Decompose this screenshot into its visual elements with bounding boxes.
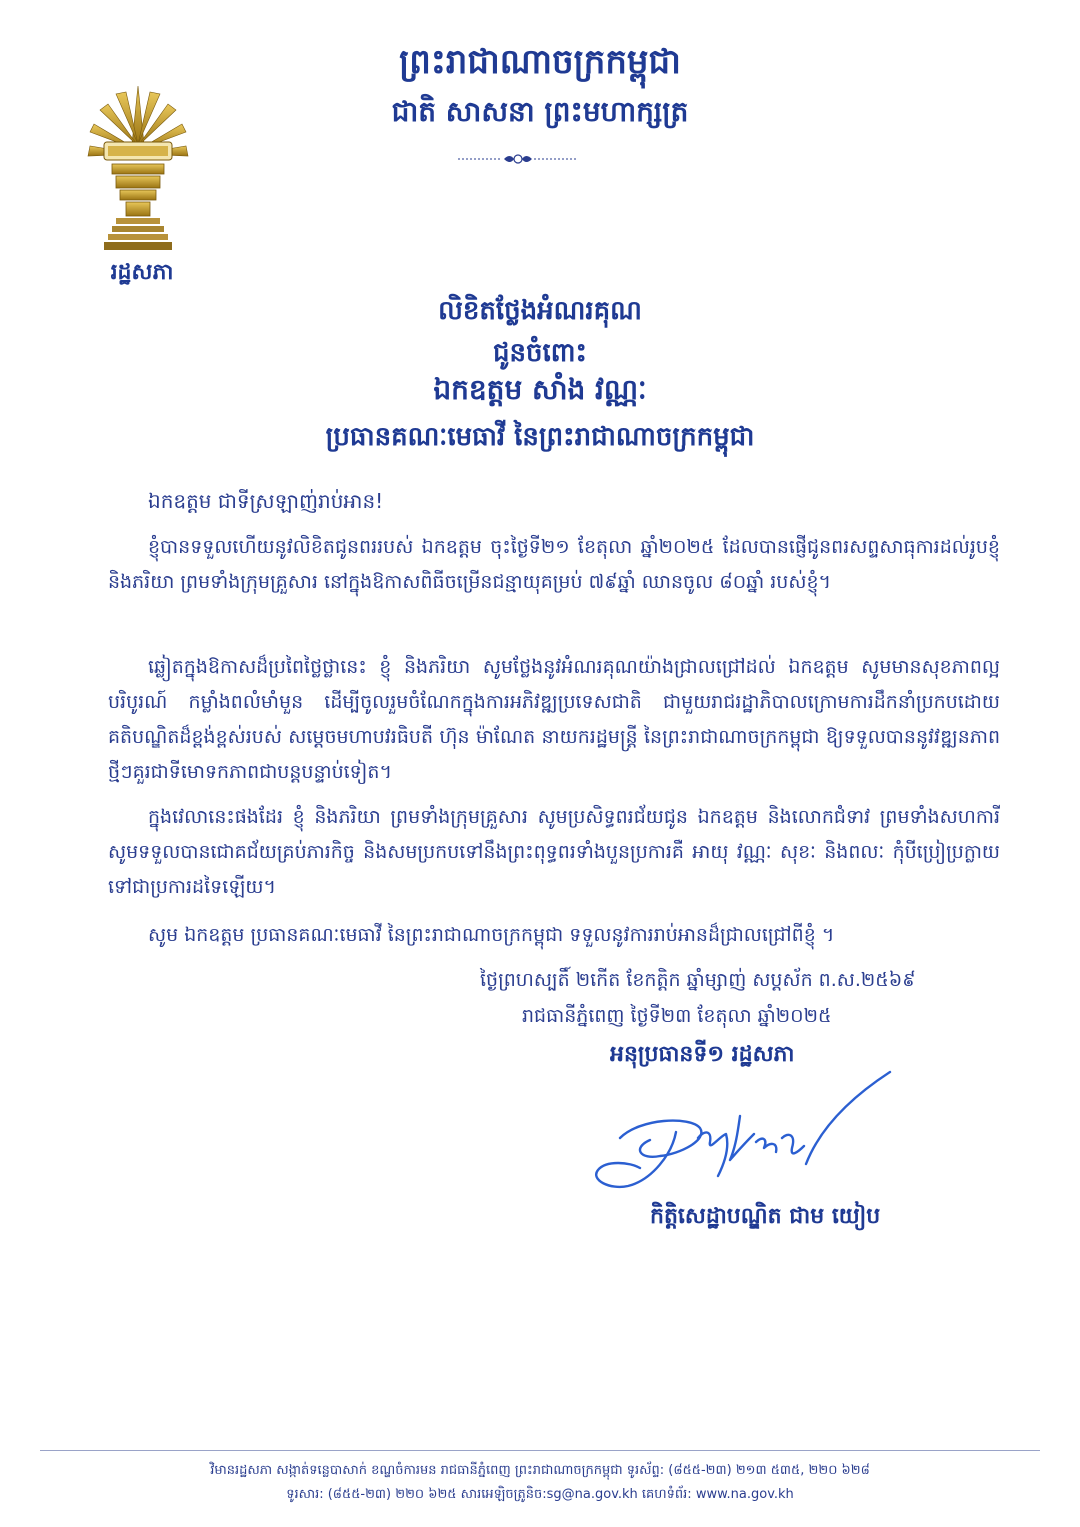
letter-addressed-to: ជូនចំពោះ (493, 338, 587, 368)
signer-name: កិត្តិសេដ្ឋាបណ្ឌិត ជាម យៀប (650, 1204, 881, 1229)
recipient-title: ប្រធានគណៈមេធាវី នៃព្រះរាជាណាចក្រកម្ពុជា (325, 422, 755, 452)
letter-subject: លិខិតថ្លែងអំណរគុណ (438, 296, 642, 326)
signer-title: អនុប្រធានទី១ រដ្ឋសភា (610, 1042, 795, 1067)
footer-contact: ទូរសារ: (៨៥៥-២៣) ២២០ ៦២៥ សារអេឡិចត្រូនិច:sg@na.gov.kh គេហទំព័រ: www.na.gov.kh (286, 1487, 794, 1502)
footer-divider (40, 1450, 1040, 1451)
lunar-date: ថ្ងៃព្រហស្បតិ៍ ២កើត ខែកត្តិក ឆ្នាំម្សាញ់ សប្តស័ក ព.ស.២៥៦៩ (480, 969, 916, 991)
emblem-caption: រដ្ឋសភា (110, 260, 174, 285)
divider-ornament-icon (458, 150, 578, 168)
recipient-name: ឯកឧត្តម សាំង វណ្ណៈ (433, 373, 647, 406)
footer-address: វិមានរដ្ឋសភា សង្កាត់ទន្លេបាសាក់ ខណ្ឌចំការមន រាជធានីភ្នំពេញ ព្រះរាជាណាចក្រកម្ពុជា ទូរស័ព្ទ: (៨៥៥-២៣) ២១៣ ៥៣៥, ២២០ ៦២៨ (210, 1463, 870, 1478)
solar-date: រាជធានីភ្នំពេញ ថ្ងៃទី២៣ ខែតុលា ឆ្នាំ២០២៥ (522, 1005, 832, 1027)
paragraph-4: សូម ឯកឧត្តម ប្រធានគណៈមេធាវី នៃព្រះរាជាណាចក្រកម្ពុជា ទទួលនូវការរាប់អានដ៏ជ្រាលជ្រៅពីខ្ញុំ ។ (148, 924, 835, 946)
national-motto: ជាតិ សាសនា ព្រះមហាក្សត្រ (391, 95, 689, 128)
paragraph-2: ឆ្លៀតក្នុងឱកាសដ៏ប្រពៃថ្លៃថ្លានេះ ខ្ញុំ និងភរិយា សូមថ្លែងនូវអំណរគុណយ៉ាងជ្រាលជ្រៅដល់ ឯកឧត្តម សូមមានសុខភាពល្អបរិបូរណ៍ កម្លាំងពលំមាំមួន ដើម្បីចូលរួមចំណែកក្នុងការអភិវឌ្ឍប្រទេសជាតិ ជាមួយរាជរដ្ឋាភិបាលក្រោមការដឹកនាំប្រកបដោយគតិបណ្ឌិតដ៏ខ្ពង់ខ្ពស់របស់ សម្តេចមហាបវរធិបតី ហ៊ុន ម៉ាណែត នាយករដ្ឋមន្ត្រី នៃព្រះរាជាណាចក្រកម្ពុជា ឱ្យទទួលបាននូវវឌ្ឍនភាពថ្មីៗគួរជាទីមោទកភាពជាបន្តបន្ទាប់ទៀត។ (108, 656, 1000, 783)
kingdom-title: ព្រះរាជាណាចក្រកម្ពុជា (399, 42, 681, 82)
handwritten-signature (580, 1068, 900, 1208)
national-assembly-emblem-icon (86, 84, 190, 252)
paragraph-3: ក្នុងវេលានេះផងដែរ ខ្ញុំ និងភរិយា ព្រមទាំងក្រុមគ្រួសារ សូមប្រសិទ្ធពរជ័យជូន ឯកឧត្តម និងលោកជំទាវ ព្រមទាំងសហការី សូមទទួលបានជោគជ័យគ្រប់ភារកិច្ច និងសមប្រកបទៅនឹងព្រះពុទ្ធពរទាំងបួនប្រការគឺ អាយុ វណ្ណៈ សុខៈ និងពលៈ កុំបីប្រៀប្រក្លាយទៅជាប្រការដទៃឡើយ។ (108, 806, 1000, 898)
salutation: ឯកឧត្តម ជាទីស្រឡាញ់រាប់អាន! (148, 489, 384, 513)
paragraph-1: ខ្ញុំបានទទួលហើយនូវលិខិតជូនពររបស់ ឯកឧត្តម ចុះថ្ងៃទី២១ ខែតុលា ឆ្នាំ២០២៥ ដែលបានផ្ញើជូនពរសព្ទសាធុការដល់រូបខ្ញុំ និងភរិយា ព្រមទាំងក្រុមគ្រួសារ នៅក្នុងឱកាសពិធីចម្រើនជន្មាយុគម្រប់ ៧៩ឆ្នាំ ឈានចូល ៨០ឆ្នាំ របស់ខ្ញុំ។ (108, 536, 1000, 593)
